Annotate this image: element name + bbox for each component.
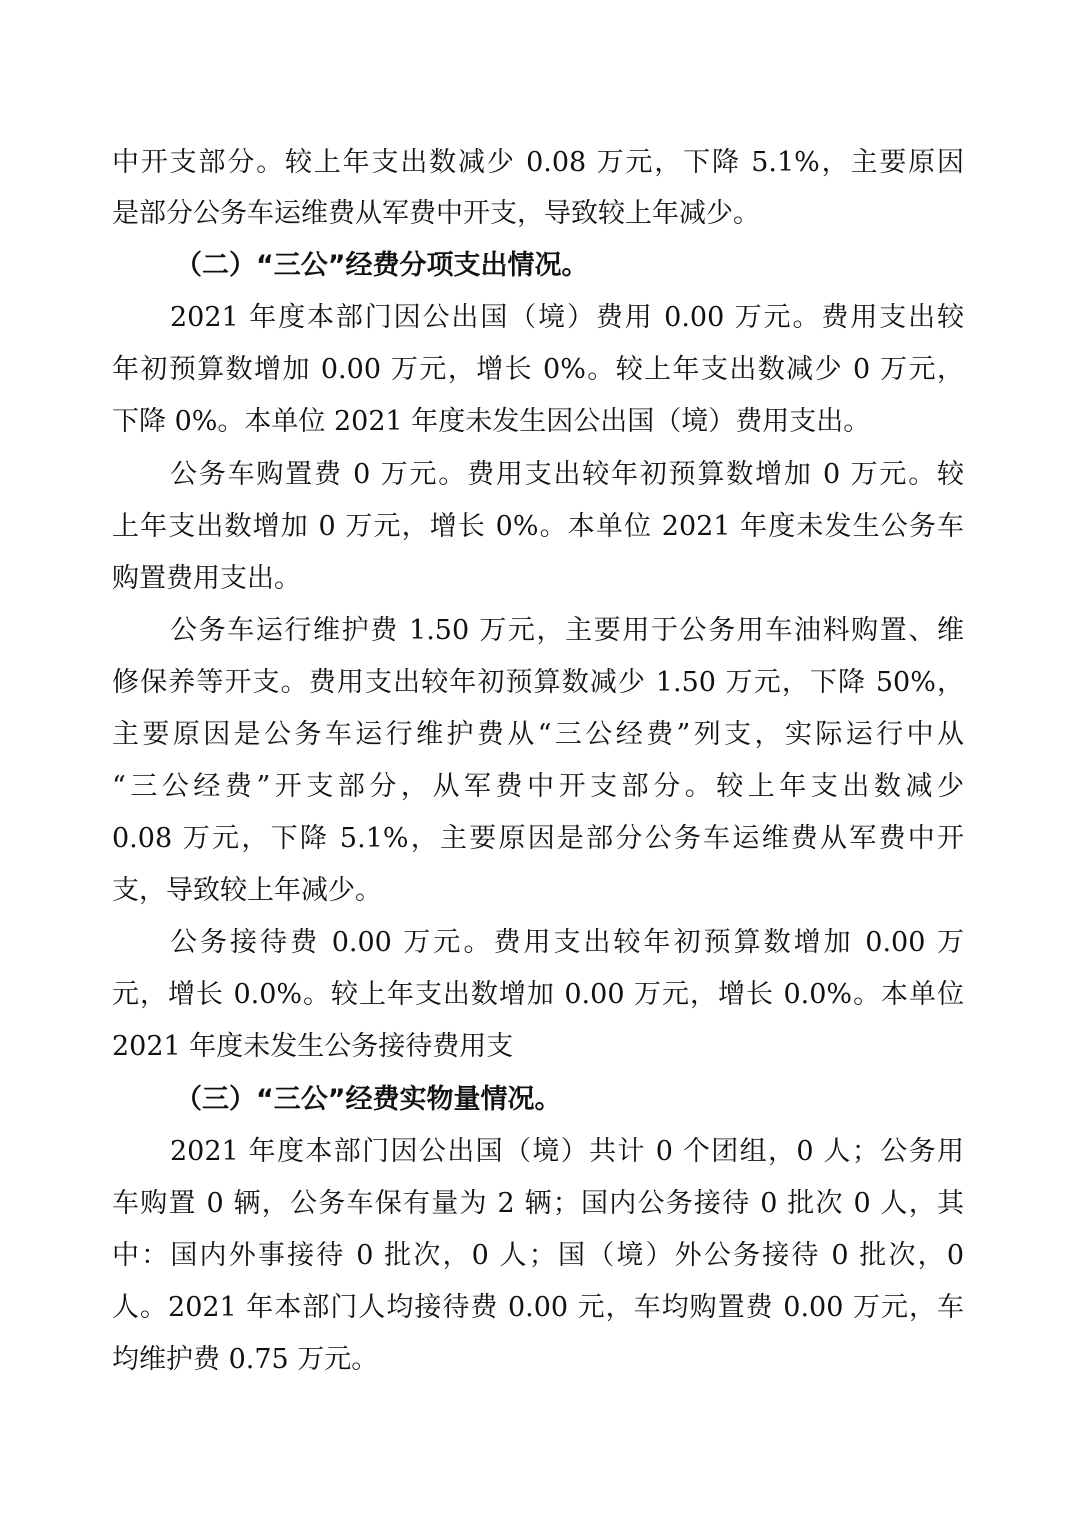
paragraph-line: 是部分公务车运维费从军费中开支，导致较上年减少。 — [112, 198, 760, 229]
paragraph-line: 2021 年度本部门因公出国（境）费用 0.00 万元。费用支出较 — [170, 302, 964, 333]
paragraph-line: 上年支出数增加 0 万元，增长 0%。本单位 2021 年度未发生公务车 — [112, 511, 964, 542]
paragraph-line: 2021 年度未发生公务接待费用支 — [112, 1031, 514, 1062]
paragraph-line: 支，导致较上年减少。 — [112, 875, 382, 906]
paragraph-line: 公务车购置费 0 万元。费用支出较年初预算数增加 0 万元。较 — [170, 459, 964, 490]
paragraph-line: 主要原因是公务车运行维护费从“三公经费”列支，实际运行中从 — [112, 719, 964, 750]
paragraph-line: 公务接待费 0.00 万元。费用支出较年初预算数增加 0.00 万 — [170, 927, 964, 958]
paragraph-line: 修保养等开支。费用支出较年初预算数减少 1.50 万元，下降 50%， — [112, 667, 964, 698]
paragraph-line: 0.08 万元，下降 5.1%，主要原因是部分公务车运维费从军费中开 — [112, 823, 964, 854]
paragraph-line: 2021 年度本部门因公出国（境）共计 0 个团组，0 人；公务用 — [170, 1136, 964, 1167]
paragraph-line: 年初预算数增加 0.00 万元，增长 0%。较上年支出数减少 0 万元， — [112, 354, 964, 385]
paragraph-line: 购置费用支出。 — [112, 563, 301, 594]
paragraph-line: 元，增长 0.0%。较上年支出数增加 0.00 万元，增长 0.0%。本单位 — [112, 979, 964, 1010]
paragraph-line: 中开支部分。较上年支出数减少 0.08 万元，下降 5.1%，主要原因 — [112, 147, 964, 178]
section-heading-3: （三）“三公”经费实物量情况。 — [175, 1084, 562, 1115]
paragraph-line: 人。2021 年本部门人均接待费 0.00 元，车均购置费 0.00 万元，车 — [112, 1292, 964, 1323]
section-heading-2: （二）“三公”经费分项支出情况。 — [175, 250, 589, 281]
paragraph-line: 下降 0%。本单位 2021 年度未发生因公出国（境）费用支出。 — [112, 406, 871, 437]
paragraph-line: 均维护费 0.75 万元。 — [112, 1344, 379, 1375]
paragraph-line: “三公经费”开支部分，从军费中开支部分。较上年支出数减少 — [112, 771, 964, 802]
paragraph-line: 公务车运行维护费 1.50 万元，主要用于公务用车油料购置、维 — [170, 615, 964, 646]
paragraph-line: 中：国内外事接待 0 批次，0 人；国（境）外公务接待 0 批次，0 — [112, 1240, 964, 1271]
paragraph-line: 车购置 0 辆，公务车保有量为 2 辆；国内公务接待 0 批次 0 人，其 — [112, 1188, 964, 1219]
